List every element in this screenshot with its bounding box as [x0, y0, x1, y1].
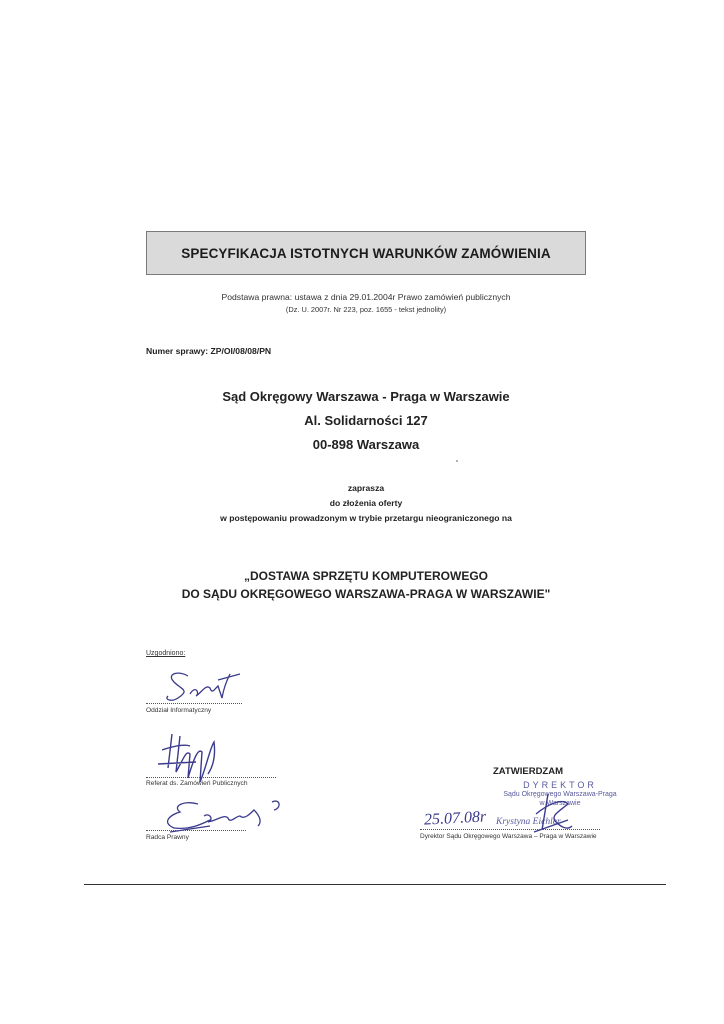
court-street: Al. Solidarności 127 [304, 413, 428, 428]
invite-line-1: zaprasza [347, 483, 385, 493]
court-city: 00-898 Warszawa [312, 437, 420, 452]
it-department-line [146, 703, 242, 704]
approve-label: ZATWIERDZAM [493, 766, 564, 777]
director-line [420, 829, 600, 830]
title-box [146, 231, 586, 275]
court-name: Sąd Okręgowy Warszawa - Praga w Warszawie [222, 389, 510, 404]
case-number: Numer sprawy: ZP/OI/08/08/PN [146, 346, 272, 356]
subject-line-1: „DOSTAWA SPRZĘTU KOMPUTEROWEGO [243, 569, 488, 583]
it-department-signature [160, 664, 250, 704]
handwritten-date: 25.07.08r [423, 808, 487, 829]
legal-basis-line-1: Podstawa prawna: ustawa z dnia 29.01.2004r Prawo zamówień publicznych [221, 292, 511, 302]
director-label: Dyrektor Sądu Okręgowego Warszawa – Praga w Warszawie [420, 833, 597, 840]
invite-line-2: do złożenia oferty [329, 498, 403, 508]
agreed-label: Uzgodniono: [146, 650, 186, 657]
procurement-label: Referat ds. Zamówień Publicznych [146, 780, 248, 787]
stamp-name: Krystyna Eichler [496, 817, 561, 827]
legal-basis-line-2: (Dz. U. 2007r. Nr 223, poz. 1655 - tekst jednolity) [285, 305, 447, 314]
procurement-line [146, 777, 276, 778]
stamp-court-line: Sądu Okręgowego Warszawa-Praga [503, 791, 617, 798]
procurement-signature [150, 728, 240, 788]
legal-counsel-label: Radca Prawny [146, 834, 189, 841]
bottom-rule [84, 884, 666, 885]
it-department-label: Oddział Informatyczny [146, 707, 212, 714]
stamp-title: DYREKTOR [523, 780, 597, 790]
document-title: SPECYFIKACJA ISTOTNYCH WARUNKÓW ZAMÓWIENIA [181, 245, 551, 261]
stamp-city-line: w Warszawie [539, 800, 581, 807]
scan-speck [456, 460, 458, 462]
invite-line-3: w postępowaniu prowadzonym w trybie przetargu nieograniczonego na [220, 513, 512, 523]
legal-counsel-line [146, 830, 246, 831]
subject-line-2: DO SĄDU OKRĘGOWEGO WARSZAWA-PRAGA W WARSZAWIE" [181, 587, 551, 601]
